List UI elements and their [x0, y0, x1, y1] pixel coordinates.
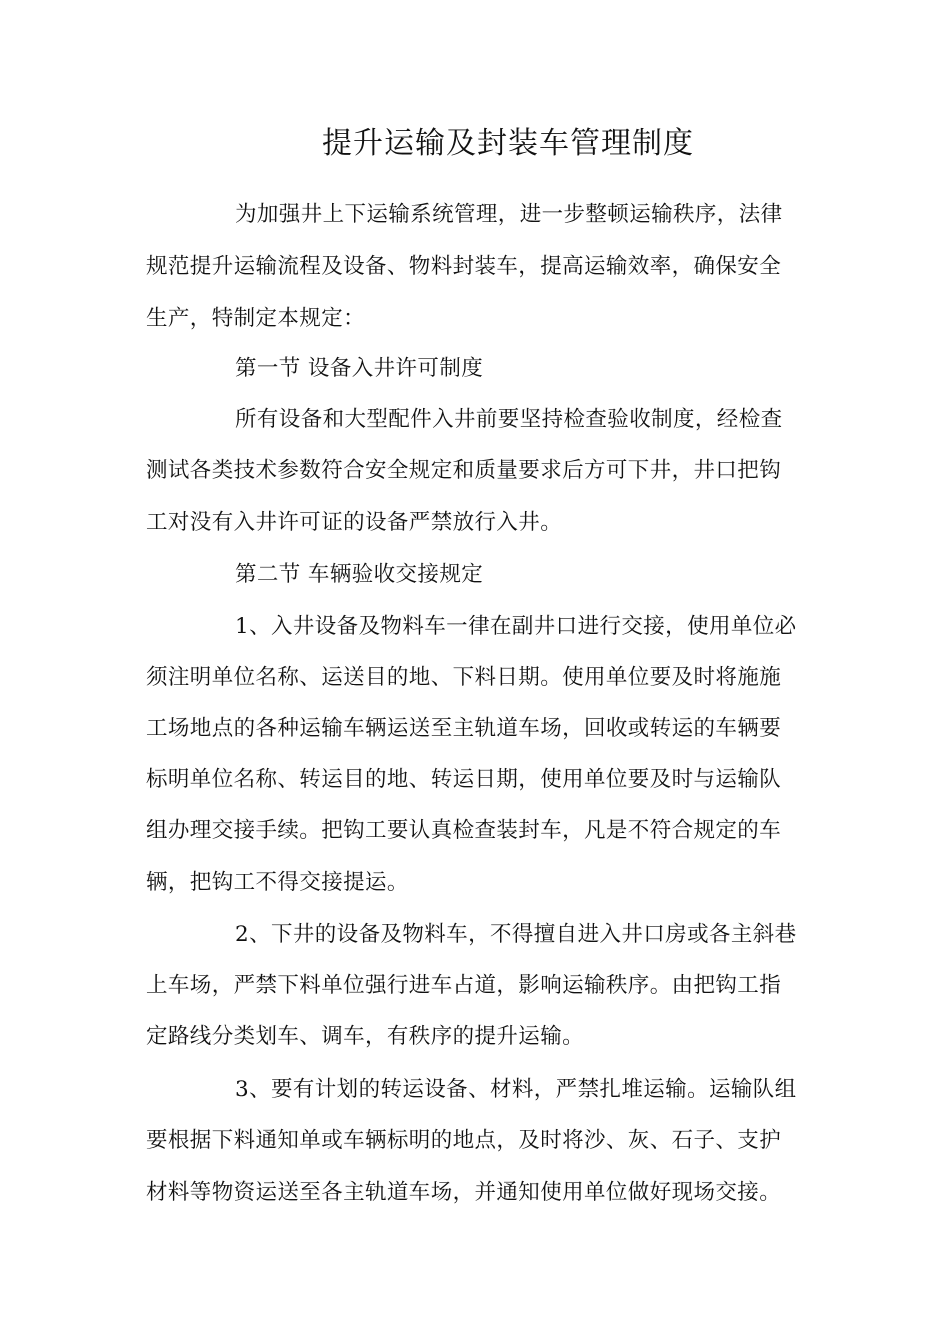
- paragraph-line: 要根据下料通知单或车辆标明的地点，及时将沙、灰、石子、支护: [146, 1128, 782, 1153]
- paragraph-line: 材料等物资运送至各主轨道车场，并通知使用单位做好现场交接。: [146, 1180, 782, 1205]
- paragraph-line: 生产，特制定本规定：: [146, 306, 366, 331]
- paragraph-line: 1、入井设备及物料车一律在副井口进行交接，使用单位必: [235, 614, 797, 639]
- paragraph-line: 工对没有入井许可证的设备严禁放行入井。: [146, 510, 563, 535]
- paragraph-line: 标明单位名称、转运目的地、转运日期，使用单位要及时与运输队: [146, 767, 782, 792]
- section-heading: 第一节 设备入井许可制度: [235, 356, 484, 381]
- paragraph-line: 定路线分类划车、调车，有秩序的提升运输。: [146, 1024, 585, 1049]
- paragraph-line: 须注明单位名称、运送目的地、下料日期。使用单位要及时将施施: [146, 665, 782, 690]
- paragraph-line: 辆，把钩工不得交接提运。: [146, 870, 409, 895]
- paragraph-line: 组办理交接手续。把钩工要认真检查装封车，凡是不符合规定的车: [146, 818, 782, 843]
- paragraph-line: 工场地点的各种运输车辆运送至主轨道车场，回收或转运的车辆要: [146, 716, 782, 741]
- paragraph-line: 测试各类技术参数符合安全规定和质量要求后方可下井，井口把钩: [146, 458, 782, 483]
- paragraph-line: 所有设备和大型配件入井前要坚持检查验收制度，经检查: [235, 407, 783, 432]
- document-title: 提升运输及封装车管理制度: [322, 126, 694, 161]
- paragraph-line: 规范提升运输流程及设备、物料封装车，提高运输效率，确保安全: [146, 254, 782, 279]
- paragraph-line: 3、要有计划的转运设备、材料，严禁扎堆运输。运输队组: [235, 1077, 797, 1102]
- paragraph-line: 2、下井的设备及物料车，不得擅自进入井口房或各主斜巷: [235, 922, 797, 947]
- paragraph-line: 为加强井上下运输系统管理，进一步整顿运输秩序，法律: [235, 202, 783, 227]
- section-heading: 第二节 车辆验收交接规定: [235, 562, 484, 587]
- paragraph-line: 上车场，严禁下料单位强行进车占道，影响运输秩序。由把钩工指: [146, 973, 782, 998]
